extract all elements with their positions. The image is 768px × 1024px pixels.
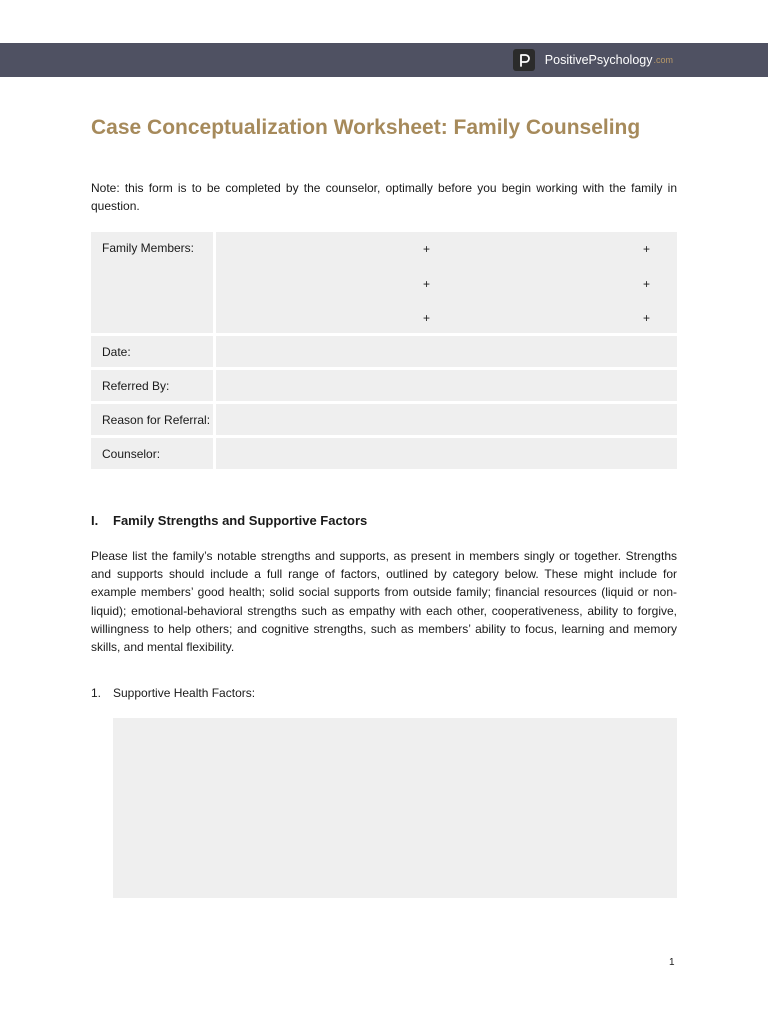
member-separator: +	[643, 311, 651, 325]
date-label: Date:	[91, 336, 213, 367]
brand-logo-icon	[513, 49, 535, 71]
member-separator: +	[423, 277, 431, 291]
instruction-note: Note: this form is to be completed by the counselor, optimally before you begin working with the family in question.	[91, 181, 677, 213]
date-field[interactable]	[216, 336, 677, 367]
form-row-referred-by	[91, 370, 677, 401]
section-description: Please list the family’s notable strengths and supports, as present in members singly or together. Strengths and supports should include a full range of factors, outlined by category below. These might include for example members’ good health; solid social supports from outside family; financial resources (liquid or non-liquid); emotional-behavioral strengths such as empathy with each other, cooperativeness, ability to forgive, willingness to help others; and cognitive strengths, such as members’ ability to focus, learning and memory skills, and mental flexibility.	[91, 549, 677, 655]
client-info-form	[91, 232, 677, 472]
brand-name: PositivePsychology	[544, 53, 653, 67]
form-row-date	[91, 336, 677, 367]
member-separator: +	[423, 242, 431, 256]
list-item-label: Supportive Health Factors:	[113, 686, 256, 700]
family-members-field[interactable]	[216, 232, 677, 333]
brand[interactable]	[513, 50, 673, 70]
page-title: Case Conceptualization Worksheet: Family Counseling	[91, 116, 641, 139]
reason-for-referral-label: Reason for Referral:	[91, 404, 213, 435]
reason-for-referral-field[interactable]	[216, 404, 677, 435]
family-members-label: Family Members:	[91, 232, 213, 333]
referred-by-label: Referred By:	[91, 370, 213, 401]
section-heading	[91, 513, 367, 528]
page-number: 1	[669, 957, 675, 968]
referred-by-field[interactable]	[216, 370, 677, 401]
member-separator: +	[643, 242, 651, 256]
form-row-counselor	[91, 438, 677, 469]
header-bar	[0, 43, 768, 77]
form-row-family-members	[91, 232, 677, 333]
brand-suffix: .com	[653, 55, 673, 65]
list-item	[91, 686, 255, 700]
supportive-health-factors-answer-box[interactable]	[113, 718, 677, 898]
section-number: I.	[91, 513, 99, 528]
counselor-field[interactable]	[216, 438, 677, 469]
member-separator: +	[643, 277, 651, 291]
form-row-reason-for-referral	[91, 404, 677, 435]
section-title: Family Strengths and Supportive Factors	[113, 513, 368, 528]
list-item-number: 1.	[91, 686, 102, 700]
counselor-label: Counselor:	[91, 438, 213, 469]
member-separator: +	[423, 311, 431, 325]
